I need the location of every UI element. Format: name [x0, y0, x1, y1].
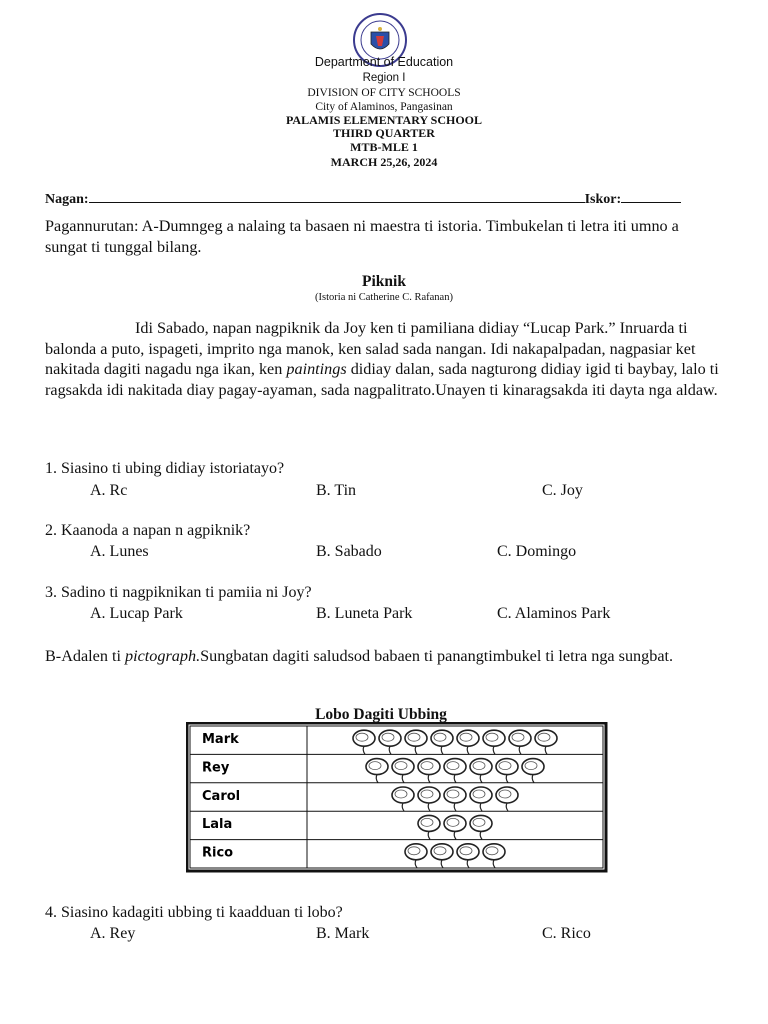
q1-option-a[interactable]: A. Rc [90, 482, 128, 499]
pictograph-name-lala: Lala [202, 817, 233, 833]
exam-date: MARCH 25,26, 2024 [330, 155, 438, 169]
story-text-1: Idi Sabado, napan nagpiknik da Joy ken ti pamiliana didiay “Lucap Park.” Inruarda ti balonda a puto, ispageti, imprito nga manok, ken salad sada nangan. Idi nakapalpadan, nagpasiar ket nakitada dagiti nagadu nga ikan, ken [45, 319, 696, 378]
q3-option-c[interactable]: C. Alaminos Park [497, 605, 611, 622]
division: DIVISION OF CITY SCHOOLS [307, 87, 461, 99]
instructions-a: Pagannurutan: A-Dumngeg a nalaing ta basaen ni maestra ti istoria. Timbukelan ti letra iti umno a sungat ti tunggal bilang. [45, 217, 679, 256]
name-score-row [45, 190, 681, 208]
department-name: Department of Education [314, 55, 454, 69]
name-label: Nagan: [45, 192, 89, 207]
subject: MTB-MLE 1 [350, 140, 418, 154]
name-field[interactable] [89, 190, 585, 203]
pictograph [186, 722, 610, 874]
score-label: Iskor: [584, 192, 622, 207]
pictograph-title: Lobo Dagiti Ubbing [315, 706, 447, 723]
q4-option-b[interactable]: B. Mark [316, 925, 370, 942]
region: Region I [362, 72, 406, 84]
q4-option-c[interactable]: C. Rico [542, 925, 591, 942]
q3-option-b[interactable]: B. Luneta Park [316, 605, 413, 622]
q3-option-a[interactable]: A. Lucap Park [90, 605, 183, 622]
quarter: THIRD QUARTER [333, 126, 435, 140]
story-title: Piknik [362, 273, 406, 290]
question-3: 3. Sadino ti nagpiknikan ti pamiia ni Joy? [45, 584, 312, 601]
question-1: 1. Siasino ti ubing didiay istoriatayo? [45, 460, 285, 477]
instructions-b [45, 646, 725, 667]
score-field[interactable] [621, 190, 681, 203]
school-name: PALAMIS ELEMENTARY SCHOOL [285, 113, 483, 127]
story-text-italic: paintings [286, 360, 347, 378]
q4-option-a[interactable]: A. Rey [90, 925, 136, 942]
q2-option-a[interactable]: A. Lunes [90, 543, 149, 560]
pictograph-name-mark: Mark [202, 732, 239, 747]
instructions-b-post: Sungbatan dagiti saludsod babaen ti panangtimbukel ti letra nga sungbat. [200, 647, 674, 665]
q1-option-c[interactable]: C. Joy [542, 482, 583, 499]
question-4: 4. Siasino kadagiti ubbing ti kaadduan ti lobo? [45, 904, 343, 921]
story-paragraph [45, 318, 725, 400]
instructions-b-italic: pictograph. [125, 647, 201, 665]
pictograph-name-carol: Carol [202, 788, 241, 804]
question-2: 2. Kaanoda a napan n agpiknik? [45, 522, 251, 539]
q2-option-c[interactable]: C. Domingo [497, 543, 577, 560]
story-text-2: didiay dalan, sada nagturong didiay igid ti baybay, lalo ti ragsakda idi nakitada diay pagay-ayaman, sada nagpalitrato.Unayen ti kinaragsakda iti dayta nga aldaw. [45, 360, 719, 399]
instructions-b-pre: B-Adalen ti [45, 647, 126, 665]
story-author: (Istoria ni Catherine C. Rafanan) [315, 292, 453, 303]
pictograph-name-rico: Rico [202, 845, 234, 861]
q1-option-b[interactable]: B. Tin [316, 482, 357, 499]
q2-option-b[interactable]: B. Sabado [316, 543, 382, 560]
pictograph-name-rey: Rey [202, 760, 230, 776]
city: City of Alaminos, Pangasinan [315, 101, 453, 113]
